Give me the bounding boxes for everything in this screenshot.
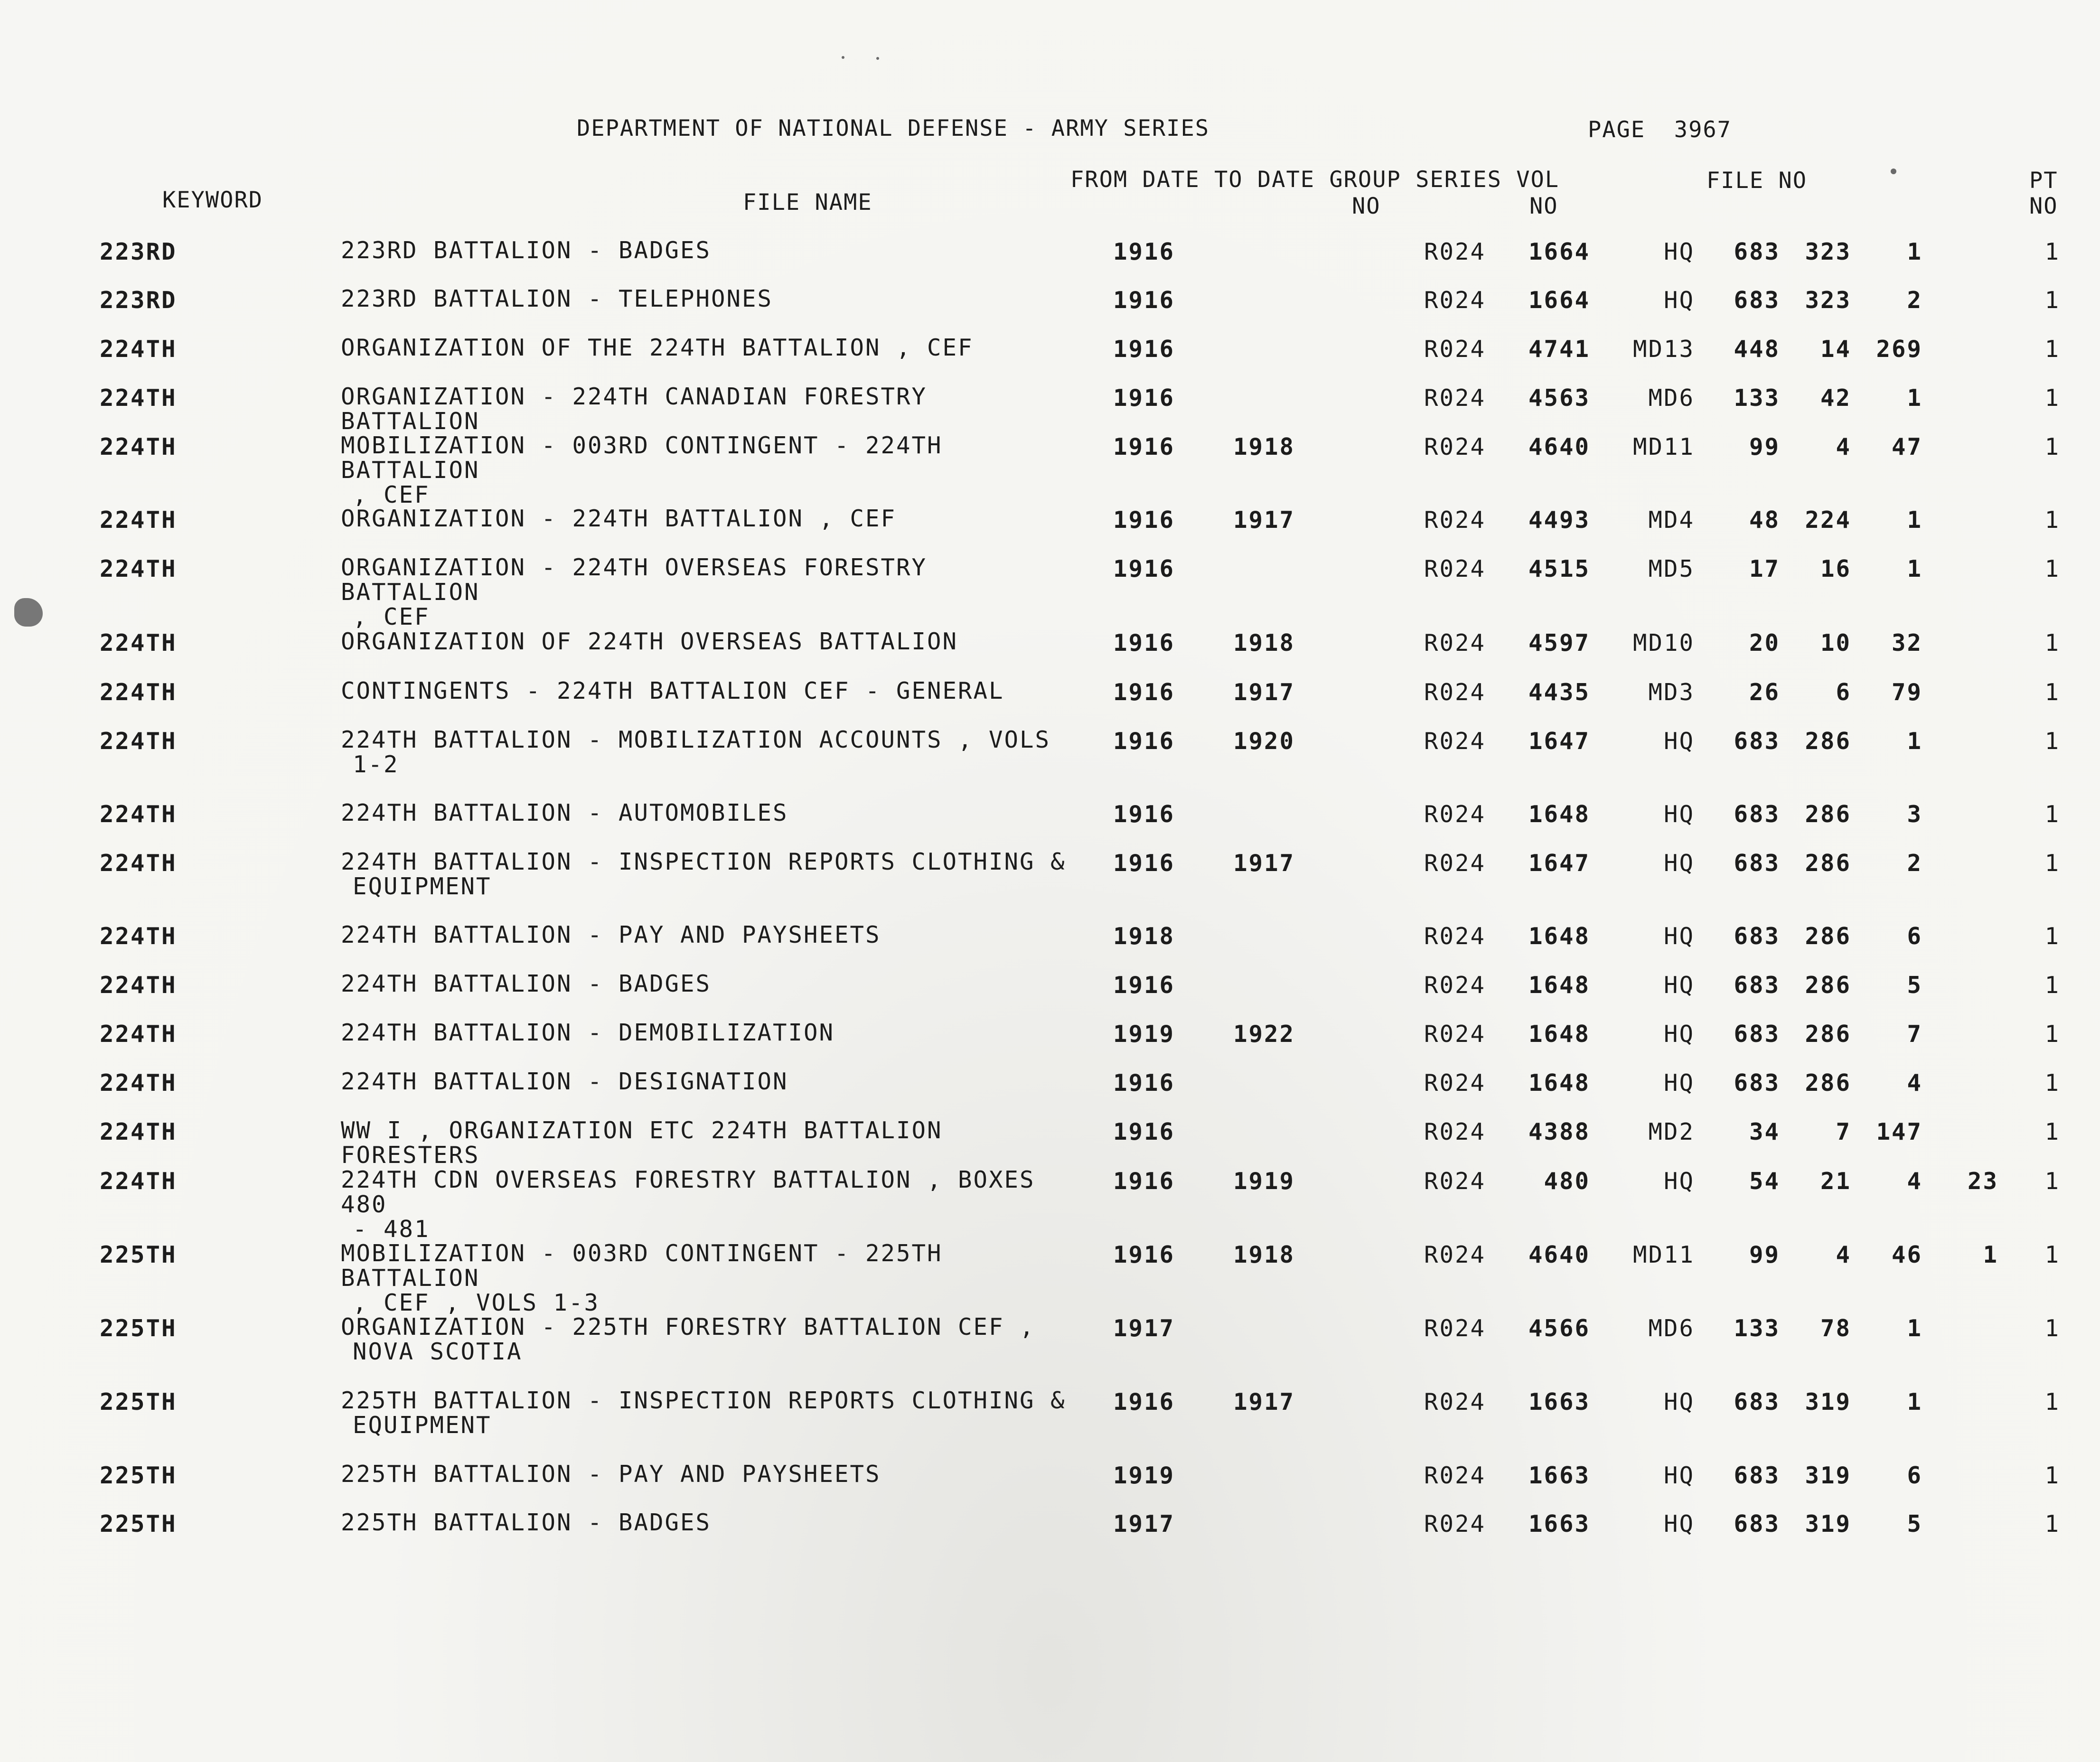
row-series: R024: [1424, 850, 1486, 877]
table-row: [0, 432, 2100, 508]
row-file-no-2: 21: [1820, 1168, 1851, 1195]
row-file-no-2: 6: [1836, 679, 1851, 706]
row-file-prefix: HQ: [1663, 728, 1695, 755]
row-file-no-1: 48: [1749, 506, 1780, 534]
row-keyword: 224TH: [100, 629, 177, 656]
row-from-date: 1916: [1113, 679, 1175, 706]
row-volume: 1648: [1528, 801, 1590, 828]
row-file-name-line-1: 224TH BATTALION - DESIGNATION: [341, 1068, 788, 1095]
row-file-no-3: 147: [1876, 1118, 1922, 1145]
row-to-date: 1918: [1233, 433, 1295, 460]
row-file-no-3: 1: [1907, 384, 1922, 412]
row-file-name-line-1: 225TH BATTALION - BADGES: [341, 1509, 712, 1536]
row-volume: 4640: [1528, 433, 1590, 460]
table-row: [0, 1240, 2100, 1316]
row-file-no-1: 683: [1734, 801, 1780, 828]
row-part-no: 1: [2044, 238, 2060, 265]
row-from-date: 1916: [1113, 1069, 1175, 1097]
row-part-no: 1: [2044, 1315, 2060, 1342]
row-file-no-3: 269: [1876, 336, 1922, 363]
row-file-no-2: 10: [1820, 629, 1851, 656]
row-from-date: 1918: [1113, 923, 1175, 950]
row-file-no-2: 286: [1805, 1021, 1851, 1048]
row-to-date: 1917: [1233, 679, 1295, 706]
row-file-name-line-1: 224TH CDN OVERSEAS FORESTRY BATTALION , BOXES 480: [341, 1166, 1035, 1218]
column-header-file-name: FILE NAME: [743, 189, 872, 216]
row-file-prefix: HQ: [1663, 850, 1695, 877]
row-file-no-1: 26: [1749, 679, 1780, 706]
row-from-date: 1919: [1113, 1021, 1175, 1048]
row-file-no-3: 47: [1891, 433, 1922, 460]
row-file-no-1: 133: [1734, 384, 1780, 412]
row-volume: 4741: [1528, 336, 1590, 363]
row-file-name: [341, 1388, 1081, 1438]
row-to-date: 1919: [1233, 1168, 1295, 1195]
row-file-name-line-2: 1-2: [353, 751, 399, 778]
row-file-no-2: 286: [1805, 728, 1851, 755]
row-file-prefix: HQ: [1663, 1168, 1695, 1195]
column-header-pt-no: NO: [2029, 193, 2058, 219]
row-file-name-line-2: NOVA SCOTIA: [353, 1338, 523, 1365]
row-part-no: 1: [2044, 1118, 2060, 1145]
row-keyword: 225TH: [100, 1315, 177, 1342]
row-series: R024: [1424, 1069, 1486, 1097]
row-from-date: 1916: [1113, 1241, 1175, 1268]
row-file-name: [341, 850, 1081, 899]
row-from-date: 1916: [1113, 850, 1175, 877]
row-file-prefix: HQ: [1663, 923, 1695, 950]
row-file-prefix: MD6: [1648, 1315, 1695, 1342]
row-file-name-line-1: MOBILIZATION - 003RD CONTINGENT - 224TH BATTALION: [341, 432, 943, 484]
row-volume: 4388: [1528, 1118, 1590, 1145]
row-file-name: [341, 336, 1081, 360]
row-file-no-1: 683: [1734, 1388, 1780, 1415]
row-file-name-line-2: , CEF: [353, 603, 430, 630]
row-file-name: [341, 1315, 1081, 1364]
row-volume: 1648: [1528, 1069, 1590, 1097]
row-file-no-1: 17: [1749, 555, 1780, 582]
table-row: [0, 1166, 2100, 1243]
scan-speck: [1891, 169, 1896, 174]
row-file-no-2: 16: [1820, 555, 1851, 582]
row-file-no-3: 1: [1907, 555, 1922, 582]
row-file-no-1: 683: [1734, 238, 1780, 265]
row-file-no-1: 54: [1749, 1168, 1780, 1195]
row-file-no-3: 1: [1907, 1315, 1922, 1342]
document-title: DEPARTMENT OF NATIONAL DEFENSE - ARMY SERIES: [577, 115, 1210, 141]
column-header-from-to-group-series-vol: FROM DATE TO DATE GROUP SERIES VOL: [1070, 167, 1560, 193]
row-file-name-line-1: 223RD BATTALION - TELEPHONES: [341, 285, 773, 312]
row-file-name-line-1: 224TH BATTALION - INSPECTION REPORTS CLOTHING &: [341, 848, 1066, 875]
row-series: R024: [1424, 801, 1486, 828]
row-keyword: 224TH: [100, 850, 177, 877]
row-volume: 1664: [1528, 287, 1590, 314]
row-file-name-line-1: ORGANIZATION - 225TH FORESTRY BATTALION CEF ,: [341, 1313, 1035, 1340]
column-header-group-no: NO: [1352, 193, 1381, 219]
row-file-no-3: 2: [1907, 287, 1922, 314]
column-header-pt: PT: [2029, 168, 2058, 194]
row-file-name: [341, 1241, 1081, 1315]
row-file-prefix: HQ: [1663, 1462, 1695, 1489]
row-file-name: [341, 923, 1081, 947]
row-from-date: 1916: [1113, 1168, 1175, 1195]
row-file-name: [341, 629, 1081, 654]
row-file-name: [341, 679, 1081, 703]
row-file-no-2: 286: [1805, 923, 1851, 950]
row-keyword: 224TH: [100, 923, 177, 950]
row-part-no: 1: [2044, 336, 2060, 363]
row-file-no-4: 1: [1983, 1241, 1998, 1268]
row-file-name-line-1: 225TH BATTALION - PAY AND PAYSHEETS: [341, 1461, 881, 1488]
row-file-name: [341, 506, 1081, 531]
row-file-no-1: 683: [1734, 1069, 1780, 1097]
row-keyword: 224TH: [100, 384, 177, 412]
row-file-name: [341, 801, 1081, 825]
row-volume: 4563: [1528, 384, 1590, 412]
column-header-vol-no: NO: [1529, 193, 1558, 219]
row-file-no-2: 4: [1836, 433, 1851, 460]
row-volume: 1664: [1528, 238, 1590, 265]
row-volume: 1663: [1528, 1388, 1590, 1415]
row-part-no: 1: [2044, 555, 2060, 582]
row-file-no-3: 4: [1907, 1168, 1922, 1195]
row-part-no: 1: [2044, 679, 2060, 706]
row-series: R024: [1424, 238, 1486, 265]
row-file-name-line-1: 224TH BATTALION - MOBILIZATION ACCOUNTS , VOLS: [341, 726, 1051, 753]
row-volume: 1663: [1528, 1462, 1590, 1489]
row-part-no: 1: [2044, 629, 2060, 656]
row-file-prefix: MD4: [1648, 506, 1695, 534]
row-file-no-2: 319: [1805, 1462, 1851, 1489]
row-file-prefix: HQ: [1663, 287, 1695, 314]
table-row: [0, 1510, 2100, 1582]
row-from-date: 1916: [1113, 801, 1175, 828]
row-keyword: 224TH: [100, 1168, 177, 1195]
row-file-name-line-2: , CEF: [353, 481, 430, 508]
row-file-name: [341, 1462, 1081, 1487]
row-from-date: 1916: [1113, 287, 1175, 314]
row-file-no-3: 4: [1907, 1069, 1922, 1097]
row-series: R024: [1424, 1118, 1486, 1145]
row-file-no-2: 286: [1805, 850, 1851, 877]
row-from-date: 1916: [1113, 555, 1175, 582]
row-file-no-2: 319: [1805, 1388, 1851, 1415]
row-to-date: 1917: [1233, 850, 1295, 877]
row-file-no-3: 1: [1907, 1388, 1922, 1415]
row-file-no-1: 683: [1734, 923, 1780, 950]
page-number: PAGE 3967: [1588, 117, 1732, 143]
row-series: R024: [1424, 1462, 1486, 1489]
row-file-name: [341, 1021, 1081, 1045]
row-file-name: [341, 1069, 1081, 1094]
row-series: R024: [1424, 506, 1486, 534]
row-series: R024: [1424, 972, 1486, 999]
row-part-no: 1: [2044, 850, 2060, 877]
row-file-name-line-1: ORGANIZATION OF 224TH OVERSEAS BATTALION: [341, 628, 958, 655]
row-file-no-2: 286: [1805, 1069, 1851, 1097]
row-volume: 1663: [1528, 1510, 1590, 1537]
column-header-keyword: KEYWORD: [162, 187, 263, 213]
row-file-no-1: 683: [1734, 728, 1780, 755]
row-file-name-line-2: , CEF , VOLS 1-3: [353, 1289, 600, 1316]
row-file-no-1: 683: [1734, 1021, 1780, 1048]
row-file-no-1: 99: [1749, 1241, 1780, 1268]
row-part-no: 1: [2044, 972, 2060, 999]
row-part-no: 1: [2044, 1021, 2060, 1048]
row-volume: 1648: [1528, 1021, 1590, 1048]
row-from-date: 1916: [1113, 506, 1175, 534]
row-file-no-3: 1: [1907, 728, 1922, 755]
row-file-no-3: 6: [1907, 1462, 1922, 1489]
row-file-no-3: 3: [1907, 801, 1922, 828]
row-from-date: 1916: [1113, 1388, 1175, 1415]
row-volume: 1647: [1528, 728, 1590, 755]
row-file-name: [341, 384, 1081, 434]
row-from-date: 1916: [1113, 336, 1175, 363]
row-keyword: 225TH: [100, 1388, 177, 1415]
row-file-name: [341, 972, 1081, 996]
row-file-prefix: HQ: [1663, 972, 1695, 999]
row-volume: 480: [1544, 1168, 1590, 1195]
row-file-no-2: 224: [1805, 506, 1851, 534]
row-to-date: 1917: [1233, 506, 1295, 534]
row-file-name-line-1: ORGANIZATION - 224TH CANADIAN FORESTRY BATTALION: [341, 383, 928, 435]
row-file-name: [341, 433, 1081, 507]
row-keyword: 224TH: [100, 1118, 177, 1145]
scan-speck: [842, 56, 844, 59]
row-keyword: 224TH: [100, 972, 177, 999]
row-part-no: 1: [2044, 1388, 2060, 1415]
table-row: [0, 1315, 2100, 1386]
scan-speck: [876, 57, 879, 60]
row-file-name: [341, 1168, 1081, 1242]
row-file-no-1: 448: [1734, 336, 1780, 363]
row-series: R024: [1424, 728, 1486, 755]
row-part-no: 1: [2044, 801, 2060, 828]
row-file-name-line-1: 224TH BATTALION - DEMOBILIZATION: [341, 1019, 835, 1046]
row-file-no-2: 319: [1805, 1510, 1851, 1537]
row-series: R024: [1424, 1168, 1486, 1195]
row-file-prefix: MD10: [1632, 629, 1695, 656]
row-keyword: 225TH: [100, 1241, 177, 1268]
row-volume: 4493: [1528, 506, 1590, 534]
table-row: [0, 728, 2100, 799]
row-series: R024: [1424, 1388, 1486, 1415]
row-part-no: 1: [2044, 1510, 2060, 1537]
row-to-date: 1917: [1233, 1388, 1295, 1415]
row-keyword: 223RD: [100, 287, 177, 314]
row-from-date: 1916: [1113, 433, 1175, 460]
row-file-prefix: HQ: [1663, 1388, 1695, 1415]
row-file-prefix: MD6: [1648, 384, 1695, 412]
row-file-no-3: 7: [1907, 1021, 1922, 1048]
row-file-no-3: 79: [1891, 679, 1922, 706]
row-file-no-2: 4: [1836, 1241, 1851, 1268]
row-keyword: 224TH: [100, 555, 177, 582]
row-file-no-2: 286: [1805, 972, 1851, 999]
row-series: R024: [1424, 1241, 1486, 1268]
row-file-no-1: 99: [1749, 433, 1780, 460]
row-file-prefix: HQ: [1663, 1510, 1695, 1537]
row-file-name-line-1: WW I , ORGANIZATION ETC 224TH BATTALION FORESTERS: [341, 1117, 943, 1169]
row-series: R024: [1424, 923, 1486, 950]
row-file-prefix: MD5: [1648, 555, 1695, 582]
row-file-prefix: HQ: [1663, 238, 1695, 265]
row-keyword: 225TH: [100, 1462, 177, 1489]
row-file-name-line-1: 225TH BATTALION - INSPECTION REPORTS CLOTHING &: [341, 1387, 1066, 1414]
row-file-name-line-1: 224TH BATTALION - PAY AND PAYSHEETS: [341, 921, 881, 948]
row-part-no: 1: [2044, 506, 2060, 534]
row-from-date: 1917: [1113, 1510, 1175, 1537]
row-volume: 1647: [1528, 850, 1590, 877]
row-keyword: 224TH: [100, 1069, 177, 1097]
row-file-prefix: HQ: [1663, 1069, 1695, 1097]
row-file-prefix: MD13: [1632, 336, 1695, 363]
row-file-no-2: 323: [1805, 238, 1851, 265]
row-file-name-line-1: MOBILIZATION - 003RD CONTINGENT - 225TH BATTALION: [341, 1240, 943, 1292]
row-file-name: [341, 555, 1081, 629]
column-header-file-no: FILE NO: [1706, 168, 1808, 194]
row-series: R024: [1424, 384, 1486, 412]
row-keyword: 224TH: [100, 506, 177, 534]
row-file-no-2: 78: [1820, 1315, 1851, 1342]
row-part-no: 1: [2044, 433, 2060, 460]
row-file-prefix: MD2: [1648, 1118, 1695, 1145]
row-file-no-4: 23: [1967, 1168, 1998, 1195]
row-file-name-line-2: EQUIPMENT: [353, 873, 492, 900]
row-file-prefix: HQ: [1663, 1021, 1695, 1048]
row-volume: 4435: [1528, 679, 1590, 706]
row-file-no-2: 323: [1805, 287, 1851, 314]
table-row: [0, 850, 2100, 921]
row-file-prefix: MD11: [1632, 433, 1695, 460]
row-file-no-1: 683: [1734, 850, 1780, 877]
row-file-no-1: 34: [1749, 1118, 1780, 1145]
row-part-no: 1: [2044, 1241, 2060, 1268]
row-series: R024: [1424, 336, 1486, 363]
row-series: R024: [1424, 1315, 1486, 1342]
row-file-name: [341, 287, 1081, 311]
row-series: R024: [1424, 1021, 1486, 1048]
row-file-no-3: 5: [1907, 1510, 1922, 1537]
row-file-no-2: 14: [1820, 336, 1851, 363]
row-file-no-1: 133: [1734, 1315, 1780, 1342]
row-part-no: 1: [2044, 1069, 2060, 1097]
row-file-name: [341, 1510, 1081, 1535]
row-series: R024: [1424, 555, 1486, 582]
table-row: [0, 1388, 2100, 1460]
row-series: R024: [1424, 629, 1486, 656]
row-volume: 4515: [1528, 555, 1590, 582]
row-keyword: 224TH: [100, 336, 177, 363]
row-to-date: 1922: [1233, 1021, 1295, 1048]
row-file-no-1: 20: [1749, 629, 1780, 656]
row-file-name-line-1: ORGANIZATION OF THE 224TH BATTALION , CEF: [341, 334, 974, 361]
row-file-no-2: 7: [1836, 1118, 1851, 1145]
row-from-date: 1916: [1113, 629, 1175, 656]
row-file-name-line-1: CONTINGENTS - 224TH BATTALION CEF - GENERAL: [341, 677, 1004, 704]
row-file-name: [341, 238, 1081, 263]
row-from-date: 1919: [1113, 1462, 1175, 1489]
row-part-no: 1: [2044, 287, 2060, 314]
row-from-date: 1916: [1113, 238, 1175, 265]
row-series: R024: [1424, 679, 1486, 706]
row-file-no-1: 683: [1734, 1462, 1780, 1489]
row-keyword: 223RD: [100, 238, 177, 265]
row-file-name-line-1: 224TH BATTALION - BADGES: [341, 970, 712, 997]
row-file-no-3: 46: [1891, 1241, 1922, 1268]
row-file-name-line-1: 224TH BATTALION - AUTOMOBILES: [341, 799, 788, 826]
row-file-name-line-2: EQUIPMENT: [353, 1412, 492, 1439]
row-file-no-2: 42: [1820, 384, 1851, 412]
row-part-no: 1: [2044, 923, 2060, 950]
row-file-name-line-2: - 481: [353, 1216, 430, 1243]
row-file-no-3: 1: [1907, 238, 1922, 265]
row-keyword: 225TH: [100, 1510, 177, 1537]
row-part-no: 1: [2044, 1168, 2060, 1195]
row-keyword: 224TH: [100, 728, 177, 755]
row-file-no-1: 683: [1734, 287, 1780, 314]
row-file-no-2: 286: [1805, 801, 1851, 828]
table-row: [0, 554, 2100, 630]
row-keyword: 224TH: [100, 801, 177, 828]
row-file-no-1: 683: [1734, 1510, 1780, 1537]
row-to-date: 1918: [1233, 1241, 1295, 1268]
row-from-date: 1916: [1113, 1118, 1175, 1145]
row-volume: 1648: [1528, 972, 1590, 999]
row-volume: 4597: [1528, 629, 1590, 656]
row-file-name: [341, 1118, 1081, 1168]
row-from-date: 1916: [1113, 384, 1175, 412]
row-from-date: 1916: [1113, 728, 1175, 755]
row-series: R024: [1424, 433, 1486, 460]
row-part-no: 1: [2044, 1462, 2060, 1489]
row-part-no: 1: [2044, 384, 2060, 412]
row-series: R024: [1424, 287, 1486, 314]
row-file-prefix: MD11: [1632, 1241, 1695, 1268]
row-file-prefix: HQ: [1663, 801, 1695, 828]
row-file-no-3: 5: [1907, 972, 1922, 999]
row-keyword: 224TH: [100, 1021, 177, 1048]
row-file-name-line-1: ORGANIZATION - 224TH OVERSEAS FORESTRY BATTALION: [341, 554, 928, 606]
row-file-name-line-1: 223RD BATTALION - BADGES: [341, 237, 712, 264]
row-file-no-1: 683: [1734, 972, 1780, 999]
row-from-date: 1916: [1113, 972, 1175, 999]
row-file-no-3: 6: [1907, 923, 1922, 950]
row-file-name: [341, 728, 1081, 777]
row-file-prefix: MD3: [1648, 679, 1695, 706]
row-keyword: 224TH: [100, 679, 177, 706]
row-volume: 1648: [1528, 923, 1590, 950]
row-to-date: 1920: [1233, 728, 1295, 755]
row-file-no-3: 32: [1891, 629, 1922, 656]
row-to-date: 1918: [1233, 629, 1295, 656]
row-file-name-line-1: ORGANIZATION - 224TH BATTALION , CEF: [341, 505, 897, 532]
row-part-no: 1: [2044, 728, 2060, 755]
row-file-no-3: 1: [1907, 506, 1922, 534]
row-volume: 4640: [1528, 1241, 1590, 1268]
row-file-no-3: 2: [1907, 850, 1922, 877]
row-volume: 4566: [1528, 1315, 1590, 1342]
row-series: R024: [1424, 1510, 1486, 1537]
row-from-date: 1917: [1113, 1315, 1175, 1342]
row-keyword: 224TH: [100, 433, 177, 460]
